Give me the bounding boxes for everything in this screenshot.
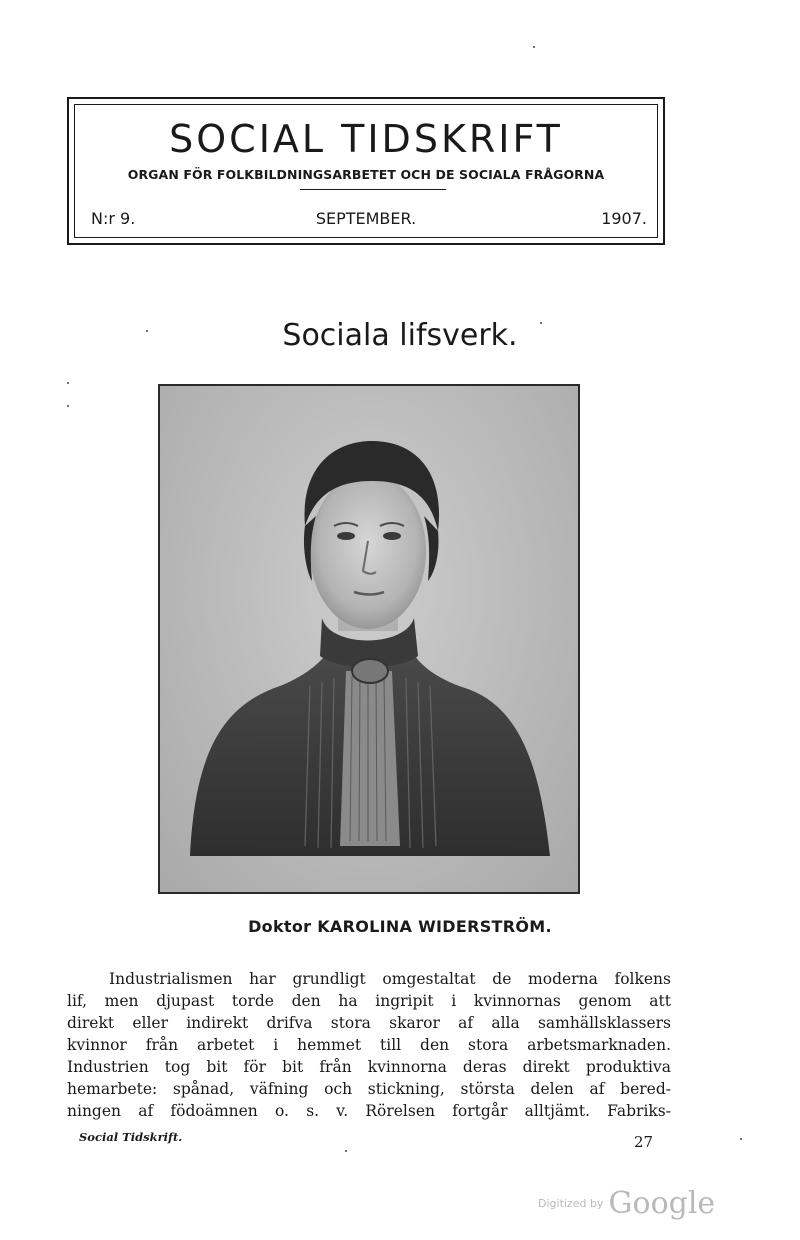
issue-month: SEPTEMBER.: [315, 209, 417, 228]
body-line: kvinnor från arbetet i hemmet till den stora arbetsmarknaden.: [67, 1036, 671, 1054]
article-body: [67, 968, 671, 1122]
portrait-illustration: [160, 386, 578, 892]
scan-speck: [345, 1150, 347, 1152]
scan-speck: [146, 330, 148, 332]
scan-speck: [67, 405, 69, 407]
google-logo: Google: [608, 1186, 716, 1221]
body-line: lif, men djupast torde den ha ingripit i kvinnornas genom att: [67, 992, 671, 1010]
scan-speck: [740, 1138, 742, 1140]
footer-journal-name: Social Tidskrift.: [79, 1130, 183, 1144]
body-line: Industrien tog bit för bit från kvinnorna deras direkt produktiva: [67, 1058, 671, 1076]
portrait-photo: [158, 384, 580, 894]
digitized-by-text: Digitized by: [538, 1197, 604, 1210]
masthead: [67, 97, 665, 245]
body-line: Industrialismen har grundligt omgestaltat de moderna folkens: [109, 970, 671, 988]
scan-speck: [540, 322, 542, 324]
masthead-inner-border: [74, 104, 658, 238]
body-line: hemarbete: spånad, väfning och stickning, största delen af bered-: [67, 1080, 671, 1098]
masthead-divider: [300, 189, 446, 190]
digitized-watermark: [538, 1186, 715, 1221]
journal-title: SOCIAL TIDSKRIFT: [169, 117, 563, 161]
portrait-caption: Doktor KAROLINA WIDERSTRÖM.: [248, 917, 552, 936]
page-number: 27: [634, 1133, 654, 1151]
scan-speck: [533, 46, 535, 48]
body-line: ningen af födoämnen o. s. v. Rörelsen fortgår alltjämt. Fabriks-: [67, 1102, 671, 1120]
issue-number: N:r 9.: [91, 209, 136, 228]
article-title: Sociala lifsverk.: [282, 318, 518, 353]
scan-speck: [67, 382, 69, 384]
body-line: direkt eller indirekt drifva stora skaror af alla samhällsklassers: [67, 1014, 671, 1032]
issue-year: 1907.: [601, 209, 647, 228]
journal-subtitle: ORGAN FÖR FOLKBILDNINGSARBETET OCH DE SOCIALA FRÅGORNA: [127, 167, 605, 182]
